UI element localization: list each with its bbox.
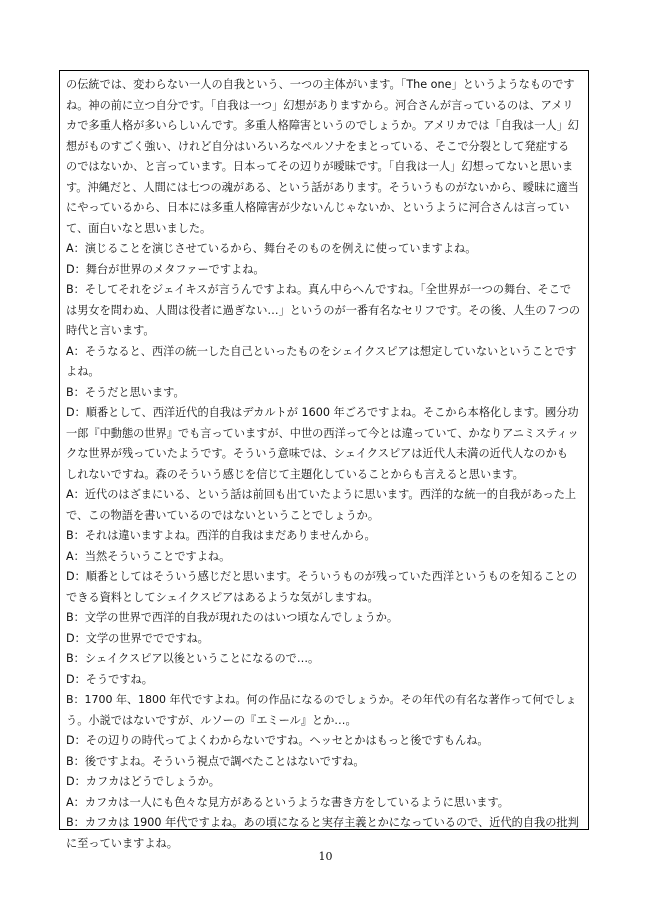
transcript-line: B：1700 年、1800 年代ですよね。何の作品になるのでしょうか。その年代の有名な著作って何でしょ (66, 693, 577, 706)
transcript-line: にやっているから、日本には多重人格障害が少ないんじゃないか、というように河合さんは言ってい (66, 201, 570, 214)
transcript-text (66, 75, 582, 854)
transcript-line: B：後ですよね。そういう視点で調べたことはないですね。 (66, 754, 365, 768)
transcript-line: は男女を問わぬ、人間は役者に過ぎない…」というのが一番有名なセリフです。その後、人生の７つの (66, 303, 581, 317)
transcript-line: 想がものすごく強い、けれど自分はいろいろなペルソナをまとっている、そこで分裂として発症する (66, 139, 570, 153)
transcript-line: す。沖縄だと、人間には七つの魂がある、という話があります。そういうものがないから、曖昧に適当 (66, 180, 579, 194)
transcript-line: よね。 (66, 365, 100, 378)
transcript-line: A：カフカは一人にも色々な見方があるというような書き方をしているように思います。 (66, 795, 509, 809)
transcript-line: B：そうだと思います。 (66, 385, 185, 399)
transcript-line: A：そうなると、西洋の統一した自己といったものをシェイクスピアは想定していないということです (66, 344, 577, 358)
transcript-line: B：シェイクスピア以後ということになるので…。 (66, 652, 320, 665)
transcript-line: D：舞台が世界のメタファーですよね。 (66, 262, 265, 276)
transcript-line: D：そうですね。 (66, 672, 153, 686)
transcript-line: う。小説ではないですが、ルソーの『エミール』とか…。 (66, 713, 357, 727)
transcript-line: D：その辺りの時代ってよくわからないですね。ヘッセとかはもっと後ですもんね。 (66, 734, 489, 747)
transcript-line: て、面白いなと思いました。 (66, 221, 212, 235)
transcript-line: 一郎『中動態の世界』でも言っていますが、中世の西洋って今とは違っていて、かなりアニミスティッ (66, 426, 579, 440)
transcript-line: の伝統では、変わらない一人の自我という、一つの主体がいます。「The one」というようなものです (66, 78, 575, 91)
transcript-line: クな世界が残っていたようです。そういう意味では、シェイクスピアは近代人未満の近代人なのかも (66, 447, 568, 460)
transcript-line: A：演じることを演じさせているから、舞台そのものを例えに使っていますよね。 (66, 242, 477, 255)
transcript-line: B：カフカは 1900 年代ですよね。あの頃になると実存主義とかになっているので、近代的自我の批判 (66, 816, 579, 829)
transcript-line: D：カフカはどうでしょうか。 (66, 775, 220, 788)
page-number: 10 (318, 850, 333, 863)
transcript-line: 時代と言います。 (66, 324, 155, 337)
transcript-box (59, 70, 589, 850)
transcript-line: のではないか、と言っています。日本ってその辺りが曖昧です。「自我は一人」幻想ってないと思いま (66, 160, 574, 173)
transcript-line: カで多重人格が多いらしいんです。多重人格障害というのでしょうか。アメリカでは「自我は一人」幻 (66, 119, 579, 132)
transcript-line: D：文学の世界ででですね。 (66, 631, 209, 645)
transcript-line: A：近代のはざまにいる、という話は前回も出ていたように思います。西洋的な統一的自我があった上 (66, 488, 577, 501)
transcript-line: B：文学の世界で西洋的自我が現れたのはいつ頃なんでしょうか。 (66, 611, 399, 624)
transcript-line: しれないですね。森のそういう感じを信じて主題化していることからも言えると思います。 (66, 467, 524, 481)
transcript-line: ね。神の前に立つ自分です。「自我は一つ」幻想がありますから。河合さんが言っているのは、アメリ (66, 98, 574, 112)
transcript-line: B：そしてそれをジェイキスが言うんですよね。真ん中らへんですね。「全世界が一つの舞台、そこで (66, 283, 572, 296)
transcript-line: に至っていますよね。 (66, 836, 178, 850)
transcript-line: で、この物語を書いているのではないということでしょうか。 (66, 508, 380, 522)
transcript-line: B：それは違いますよね。西洋的自我はまだありませんから。 (66, 529, 376, 542)
transcript-line: D：順番としてはそういう感じだと思います。そういうものが残っていた西洋というものを知ることの (66, 570, 578, 583)
transcript-line: A：当然そういうことですよね。 (66, 549, 231, 563)
transcript-line: できる資料としてシェイクスピアはあるような気がしますね。 (66, 590, 379, 604)
transcript-line: D：順番として、西洋近代的自我はデカルトが 1600 年ごろですよね。そこから本格化します。國分功 (66, 406, 579, 419)
